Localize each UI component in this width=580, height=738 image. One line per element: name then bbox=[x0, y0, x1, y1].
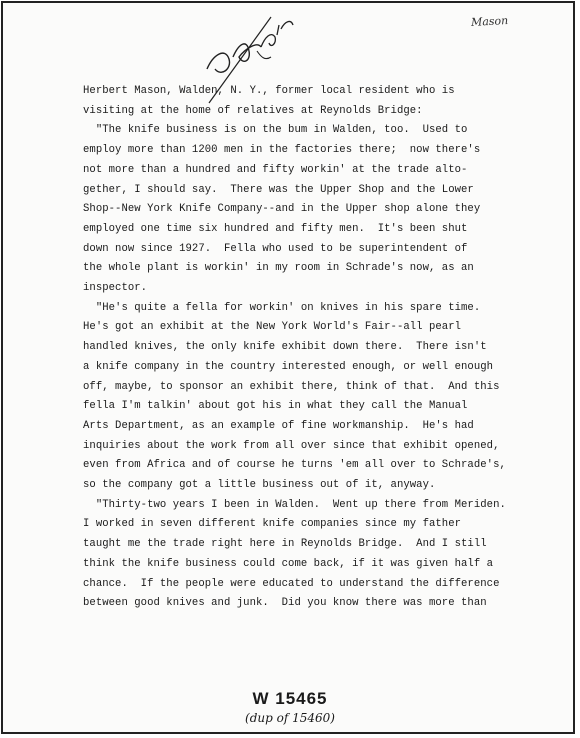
text-line: inspector. bbox=[83, 282, 148, 295]
text-line: think the knife business could come back, if it was given half a bbox=[83, 557, 494, 570]
typewritten-text bbox=[83, 82, 553, 614]
text-line: "He's quite a fella for workin' on knives in his spare time. bbox=[83, 301, 481, 314]
text-line: gether, I should say. There was the Upper Shop and the Lower bbox=[83, 183, 474, 196]
text-line: employ more than 1200 men in the factories there; now there's bbox=[83, 144, 481, 157]
text-line: chance. If the people were educated to understand the difference bbox=[83, 577, 500, 590]
text-line: I worked in seven different knife companies since my father bbox=[83, 518, 462, 531]
text-line: between good knives and junk. Did you know there was more than bbox=[83, 597, 487, 610]
text-line: taught me the trade right here in Reynolds Bridge. And I still bbox=[83, 538, 487, 551]
text-line: "The knife business is on the bum in Walden, too. Used to bbox=[83, 124, 468, 137]
text-line: a knife company in the country interested enough, or well enough bbox=[83, 360, 494, 373]
handwritten-corner-note: Mason bbox=[470, 14, 509, 29]
text-line: down now since 1927. Fella who used to be superintendent of bbox=[83, 242, 468, 255]
text-line: the whole plant is workin' in my room in Schrade's now, as an bbox=[83, 262, 474, 275]
text-line: Herbert Mason, Walden, N. Y., former local resident who is bbox=[83, 85, 455, 97]
text-line: employed one time six hundred and fifty men. It's been shut bbox=[83, 222, 468, 235]
text-line: fella I'm talkin' about got his in what they call the Manual bbox=[83, 400, 468, 413]
text-line: so the company got a little business out of it, anyway. bbox=[83, 479, 436, 492]
text-line: visiting at the home of relatives at Reynolds Bridge: bbox=[83, 104, 423, 117]
document-number-stamp: W 15465 bbox=[252, 689, 328, 708]
text-line: even from Africa and of course he turns 'em all over to Schrade's, bbox=[83, 459, 506, 472]
text-line: Arts Department, as an example of fine workmanship. He's had bbox=[83, 419, 474, 432]
text-line: off, maybe, to sponsor an exhibit there, think of that. And this bbox=[83, 380, 500, 393]
text-line: inquiries about the work from all over since that exhibit opened, bbox=[83, 439, 500, 452]
text-line: not more than a hundred and fifty workin' at the trade alto- bbox=[83, 163, 468, 176]
text-line: He's got an exhibit at the New York World's Fair--all pearl bbox=[83, 321, 462, 334]
document-page bbox=[1, 1, 575, 734]
handwritten-duplicate-note: (dup of 15460) bbox=[245, 711, 335, 725]
text-line: Shop--New York Knife Company--and in the Upper shop alone they bbox=[83, 203, 481, 216]
text-line: "Thirty-two years I been in Walden. Went up there from Meriden. bbox=[83, 498, 506, 511]
text-line: handled knives, the only knife exhibit down there. There isn't bbox=[83, 341, 487, 354]
